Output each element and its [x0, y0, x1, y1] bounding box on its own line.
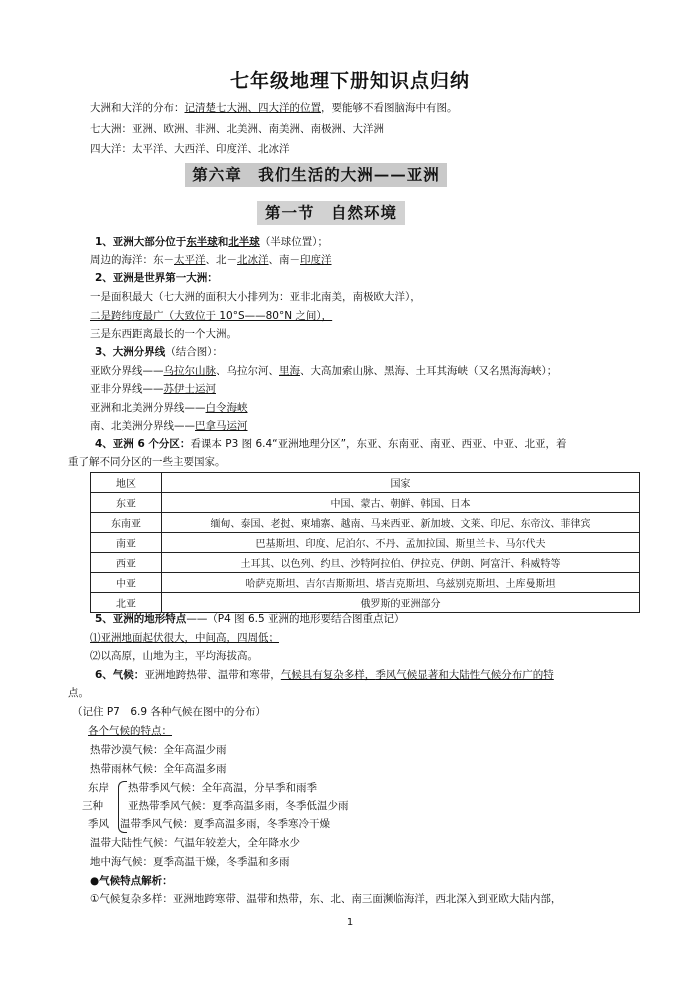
point-3-heading: 3、大洲分界线（结合图）：	[95, 346, 224, 358]
seven-continents-line: 七大洲：亚洲、欧洲、非洲、北美洲、南美洲、南极洲、大洋洲	[90, 123, 384, 135]
table-row: 中亚 哈萨克斯坦、吉尔吉斯斯坦、塔吉克斯坦、乌兹别克斯坦、土库曼斯坦	[91, 573, 640, 593]
climate-mediterranean: 地中海气候：夏季高温干燥，冬季温和多雨	[90, 856, 290, 868]
table-row: 西亚 土耳其、以色列、约旦、沙特阿拉伯、伊拉克、伊朗、阿富汗、科威特等	[91, 553, 640, 573]
point-4-heading: 4、亚洲 6 个分区：看课本 P3 图 6.4“亚洲地理分区”，东亚、东南亚、南亚、西亚、中亚、北亚，着	[95, 438, 567, 450]
climate-features-heading: 各个气候的特点：	[88, 725, 172, 737]
climate-tropical-monsoon: 热带季风气候：全年高温，分旱季和雨季	[128, 782, 317, 794]
climate-rainforest: 热带雨林气候：全年高温多雨	[90, 763, 227, 775]
climate-desert: 热带沙漠气候：全年高温少雨	[90, 744, 227, 756]
terrain-feature-1: ⑴亚洲地面起伏很大，中间高，四周低；	[90, 632, 279, 644]
document-title: 七年级地理下册知识点归纳	[229, 70, 470, 92]
north-south-america-boundary: 南、北美洲分界线——巴拿马运河	[90, 420, 248, 432]
distribution-line: 大洲和大洋的分布：记清楚七大洲、四大洋的位置，要能够不看图脑海中有图。	[90, 102, 458, 114]
section-heading: 第一节 自然环境	[257, 201, 405, 225]
monsoon-side-label-1: 东岸	[88, 782, 109, 794]
monsoon-side-label-3: 季风	[88, 818, 109, 830]
table-header-cell: 国家	[162, 473, 640, 493]
table-row: 北亚 俄罗斯的亚洲部分	[91, 593, 640, 613]
regions-table	[90, 472, 640, 613]
point-1-heading: 1、亚洲大部分位于东半球和北半球（半球位置）；	[95, 236, 329, 248]
map-note: （记住 P7 6.9 各种气候在图中的分布）	[72, 706, 266, 718]
chapter-heading: 第六章 我们生活的大洲——亚洲	[185, 163, 447, 187]
climate-subtropical-monsoon: 亚热带季风气候：夏季高温多雨，冬季低温少雨	[128, 800, 349, 812]
point-2-line-3: 三是东西距离最长的一个大洲。	[90, 328, 237, 340]
terrain-feature-2: ⑵以高原，山地为主，平均海拔高。	[90, 650, 258, 662]
africa-asia-boundary: 亚非分界线——苏伊士运河	[90, 383, 216, 395]
table-header-cell: 地区	[91, 473, 162, 493]
table-row: 东亚 中国、蒙古、朝鲜、韩国、日本	[91, 493, 640, 513]
point-2-line-1: 一是面积最大（七大洲的面积大小排列为：亚非北南美，南极欧大洋），	[90, 291, 421, 303]
monsoon-side-label-2: 三种	[82, 800, 103, 812]
climate-temperate-monsoon: 温带季风气候：夏季高温多雨，冬季寒冷干燥	[120, 818, 330, 830]
point-2-heading: 2、亚洲是世界第一大洲：	[95, 272, 218, 284]
four-oceans-line: 四大洋：太平洋、大西洋、印度洋、北冰洋	[90, 143, 290, 155]
climate-continental: 温带大陆性气候：气温年较差大，全年降水少	[90, 837, 300, 849]
point-4-continued: 重了解不同分区的一些主要国家。	[68, 456, 226, 468]
surrounding-oceans-line: 周边的海洋：东－太平洋、北－北冰洋、南－印度洋	[90, 254, 332, 266]
climate-analysis-1: ①气候复杂多样：亚洲地跨寒带、温带和热带，东、北、南三面濒临海洋，西北深入到亚欧大陆内部，	[90, 893, 562, 905]
point-6-continued: 点。	[68, 687, 89, 699]
climate-analysis-heading: ●气候特点解析：	[90, 875, 173, 887]
table-header-row	[91, 473, 640, 493]
point-6-heading: 6、气候：亚洲地跨热带、温带和寒带，气候具有复杂多样，季风气候显著和大陆性气候分布广的特	[95, 669, 554, 681]
table-row: 东南亚 缅甸、泰国、老挝、柬埔寨、越南、马来西亚、新加坡、文莱、印尼、东帝汶、菲律宾	[91, 513, 640, 533]
page-number: 1	[346, 917, 354, 928]
table-row: 南亚 巴基斯坦、印度、尼泊尔、不丹、孟加拉国、斯里兰卡、马尔代夫	[91, 533, 640, 553]
point-5-heading: 5、亚洲的地形特点——（P4 图 6.5 亚洲的地形要结合图重点记）	[95, 613, 405, 625]
point-2-line-2: 二是跨纬度最广（大致位于 10°S——80°N 之间），	[90, 310, 333, 322]
europe-asia-boundary: 亚欧分界线——乌拉尔山脉、乌拉尔河、里海、大高加索山脉、黑海、土耳其海峡（又名黑海海峡）；	[90, 365, 558, 377]
north-america-asia-boundary: 亚洲和北美洲分界线——白令海峡	[90, 402, 248, 414]
